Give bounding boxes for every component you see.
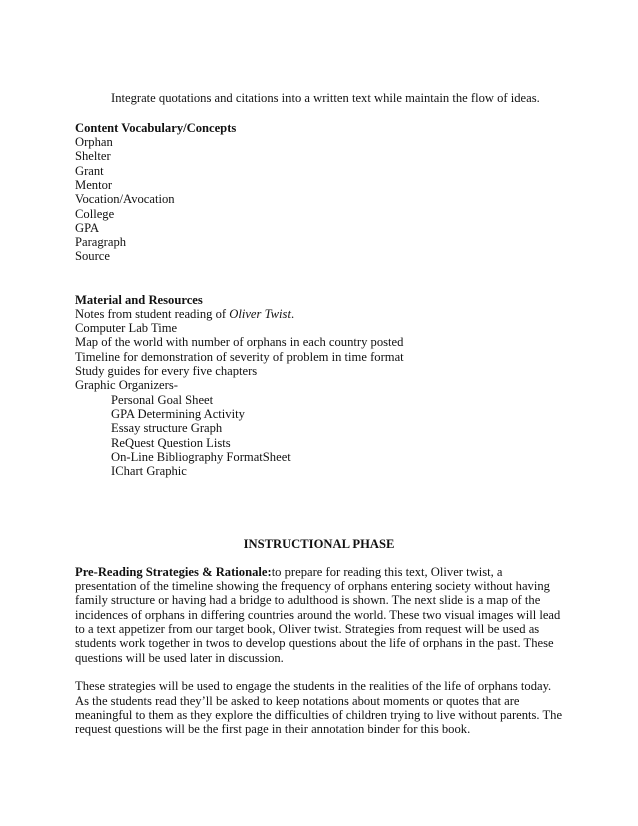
strategy-line: incidences of orphans in differing countries around the world. These two visual images will lead bbox=[75, 608, 561, 622]
second-paragraph-line: meaningful to them as they explore the difficulties of children trying to live without parents. The bbox=[75, 708, 563, 722]
second-paragraph-line: request questions will be the first page in their annotation binder for this book. bbox=[75, 722, 471, 736]
strategy-label: Pre-Reading Strategies & Rationale: bbox=[75, 565, 272, 579]
vocab-item: Vocation/Avocation bbox=[75, 192, 175, 206]
strategy-line: questions will be used later in discussion. bbox=[75, 651, 284, 665]
strategy-line: to a text appetizer from our target book, Oliver twist. Strategies from request will be used as bbox=[75, 622, 540, 636]
intro-line: Integrate quotations and citations into a written text while maintain the flow of ideas. bbox=[111, 91, 540, 105]
materials-item: Computer Lab Time bbox=[75, 321, 178, 335]
materials-heading: Material and Resources bbox=[75, 293, 203, 307]
strategy-line: students work together in twos to develop questions about the life of orphans in the past. These bbox=[75, 636, 554, 650]
materials-item: Map of the world with number of orphans in each country posted bbox=[75, 335, 404, 349]
vocab-item: College bbox=[75, 207, 115, 221]
materials-item: Study guides for every five chapters bbox=[75, 364, 258, 378]
second-paragraph-line: These strategies will be used to engage the students in the realities of the life of orphans today. bbox=[75, 679, 552, 693]
book-title: Oliver Twist bbox=[229, 307, 291, 321]
organizer-item: GPA Determining Activity bbox=[111, 407, 245, 421]
vocab-item: GPA bbox=[75, 221, 100, 235]
materials-item: Timeline for demonstration of severity of problem in time format bbox=[75, 350, 404, 364]
notes-suffix: . bbox=[290, 307, 295, 321]
materials-item: Graphic Organizers- bbox=[75, 378, 178, 392]
phase-heading: INSTRUCTIONAL PHASE bbox=[243, 537, 395, 551]
organizer-item: ReQuest Question Lists bbox=[111, 436, 231, 450]
vocab-item: Source bbox=[75, 249, 110, 263]
strategy-text: to prepare for reading this text, Oliver twist, a bbox=[271, 565, 503, 579]
second-paragraph-line: As the students read they’ll be asked to keep notations about moments or quotes that are bbox=[75, 694, 520, 708]
vocab-heading: Content Vocabulary/Concepts bbox=[75, 121, 237, 135]
strategy-line: family structure or having had a bridge to adulthood is shown. The next slide is a map of the bbox=[75, 593, 541, 607]
vocab-item: Orphan bbox=[75, 135, 113, 149]
strategy-line: presentation of the timeline showing the frequency of orphans entering society without having bbox=[75, 579, 550, 593]
organizer-item: Personal Goal Sheet bbox=[111, 393, 214, 407]
vocab-item: Shelter bbox=[75, 149, 111, 163]
notes-prefix: Notes from student reading of bbox=[75, 307, 230, 321]
organizer-item: Essay structure Graph bbox=[111, 421, 223, 435]
organizer-item: IChart Graphic bbox=[111, 464, 187, 478]
organizer-item: On-Line Bibliography FormatSheet bbox=[111, 450, 291, 464]
vocab-item: Mentor bbox=[75, 178, 113, 192]
vocab-item: Paragraph bbox=[75, 235, 127, 249]
materials-notes bbox=[75, 307, 294, 322]
strategy-line bbox=[75, 565, 503, 580]
vocab-item: Grant bbox=[75, 164, 104, 178]
